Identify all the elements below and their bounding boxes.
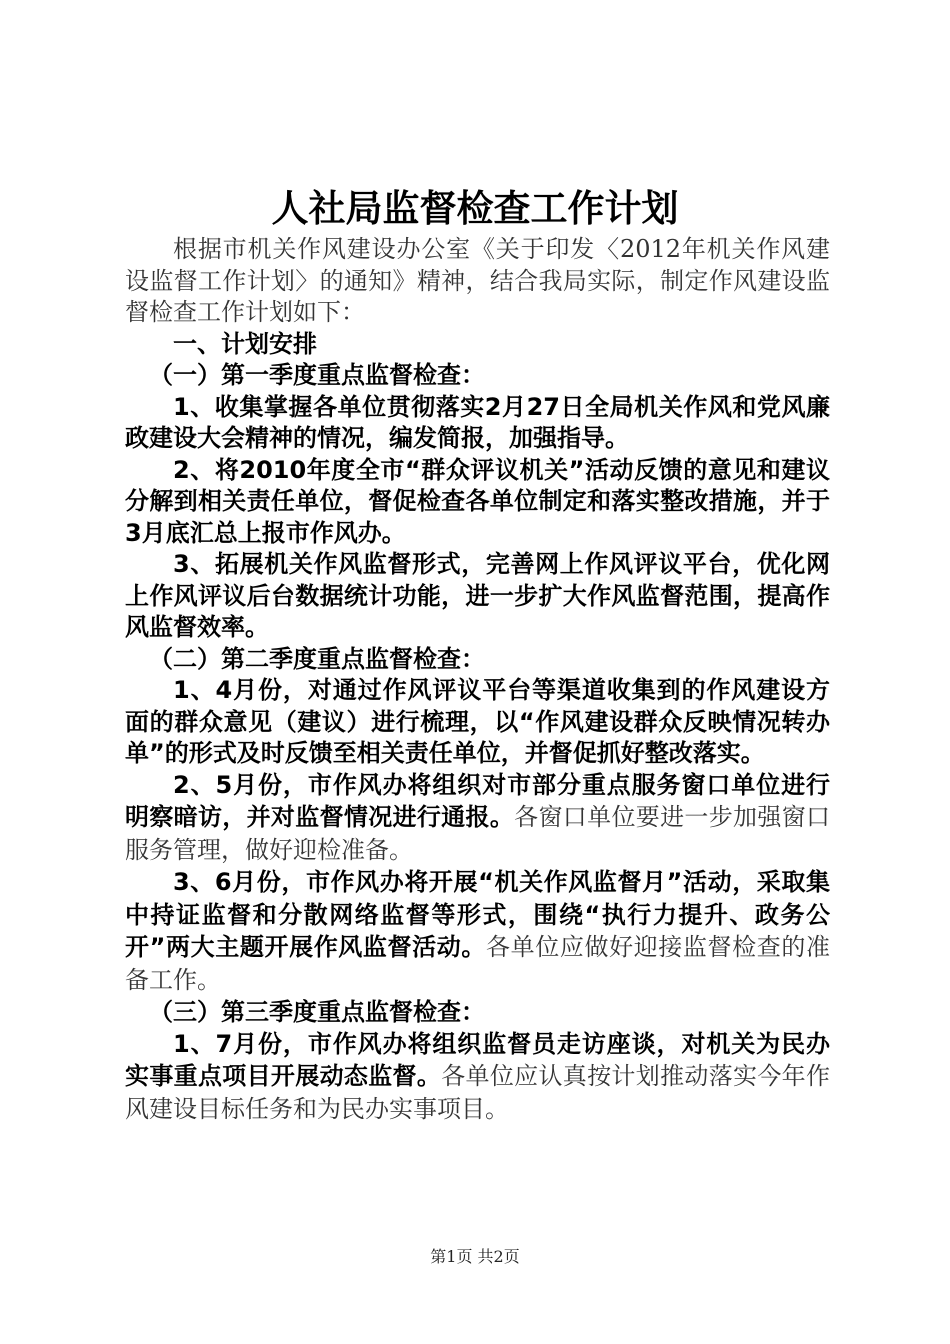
q3-item-1-main: 1、7月份，市作风办将组织监督员走访座谈，对机关为民办实事重点项目开展动态监督。 — [125, 1029, 830, 1090]
q2-heading: （二）第二季度重点监督检查： — [149, 644, 485, 673]
q1-item-3: 3、拓展机关作风监督形式，完善网上作风评议平台，优化网上作风评议后台数据统计功能，进一步扩大作风监督范围，提高作风监督效率。 — [125, 550, 830, 641]
q2-item-3-extra: 各单位应做好迎接监督检查的准备工作。 — [125, 933, 830, 994]
q2-item-2-extra: 各窗口单位要进一步加强窗口服务管理，做好迎检准备。 — [125, 803, 831, 864]
q2-item-1: 1、4月份，对通过作风评议平台等渠道收集到的作风建设方面的群众意见（建议）进行梳理，以“作风建设群众反映情况转办单”的形式及时反馈至相关责任单位，并督促抓好整改落实。 — [125, 676, 830, 767]
document-title: 人社局监督检查工作计划 — [271, 186, 679, 230]
q1-item-1: 1、收集掌握各单位贯彻落实2月27日全局机关作风和党风廉政建设大会精神的情况，编发简报，加强指导。 — [125, 392, 830, 452]
section-heading: 一、计划安排 — [173, 329, 317, 358]
intro-paragraph: 根据市机关作风建设办公室《关于印发〈2012年机关作风建设监督工作计划〉的通知》精神，结合我局实际，制定作风建设监督检查工作计划如下： — [125, 235, 830, 326]
q2-item-2 — [125, 770, 830, 868]
q2-item-3 — [125, 867, 830, 997]
q1-item-2: 2、将2010年度全市“群众评议机关”活动反馈的意见和建议分解到相关责任单位，督促检查各单位制定和落实整改措施，并于3月底汇总上报市作风办。 — [125, 455, 830, 547]
q2-item-2-main: 2、5月份，市作风办将组织对市部分重点服务窗口单位进行明察暗访，并对监督情况进行通报。 — [125, 770, 830, 831]
q1-heading: （一）第一季度重点监督检查： — [149, 361, 485, 389]
document-body — [125, 234, 830, 1126]
q3-item-1 — [125, 1029, 830, 1127]
q2-item-3-main: 3、6月份，市作风办将开展“机关作风监督月”活动，采取集中持证监督和分散网络监督等形式，围绕“执行力提升、政务公开”两大主题开展作风监督活动。 — [125, 868, 830, 961]
q3-item-1-extra: 各单位应认真按计划推动落实今年作风建设目标任务和为民办实事项目。 — [125, 1062, 831, 1123]
q3-heading: （三）第三季度重点监督检查： — [149, 998, 485, 1026]
page-footer: 第1页 共2页 — [430, 1247, 520, 1266]
